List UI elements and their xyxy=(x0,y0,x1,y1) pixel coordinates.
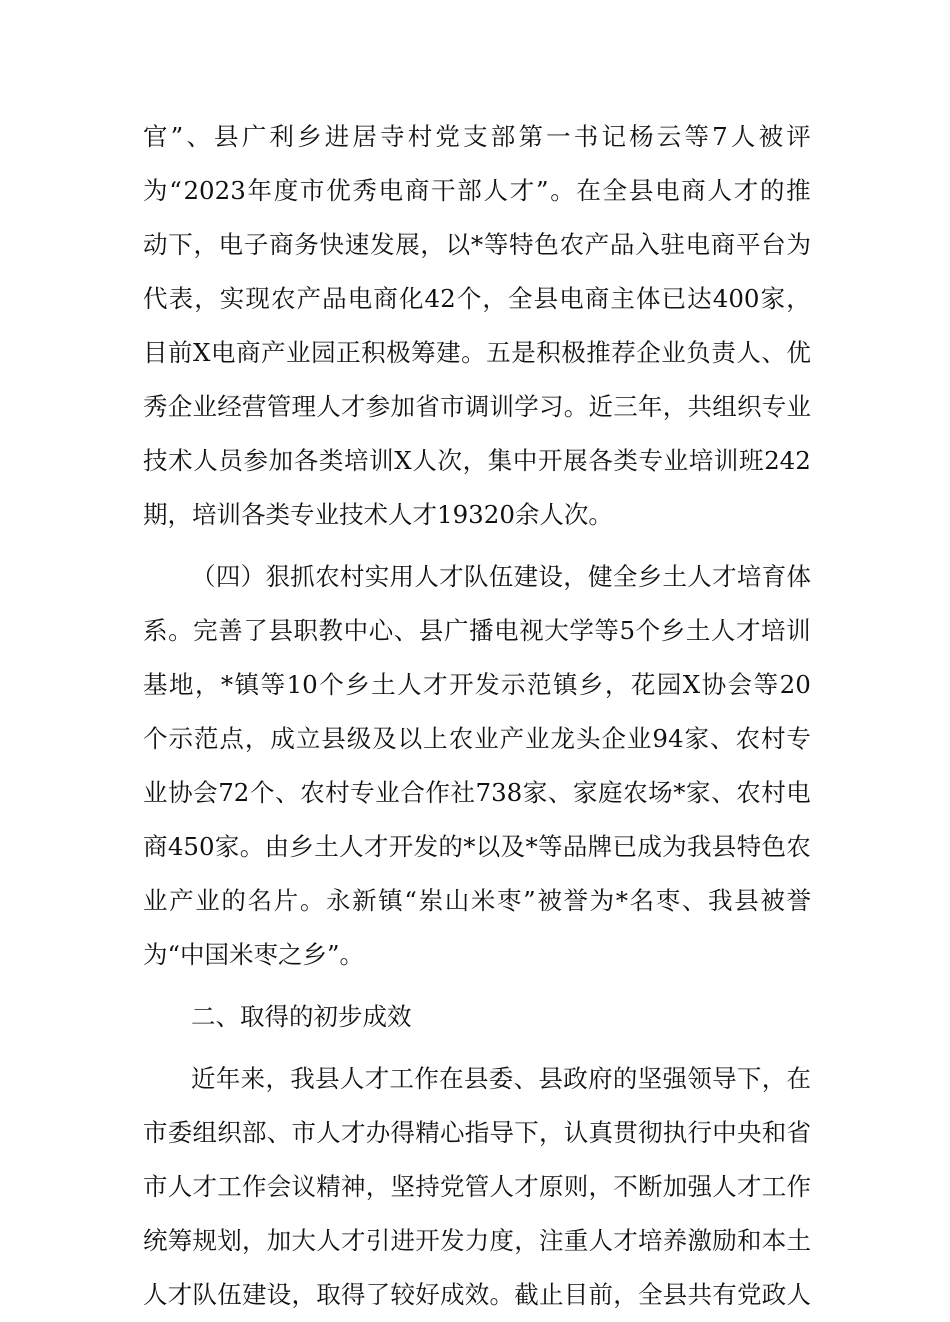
paragraph-line: 为“中国米枣之乡”。 xyxy=(143,940,365,969)
document-body xyxy=(143,110,811,1322)
paragraph-spacer xyxy=(143,542,811,550)
paragraph-2 xyxy=(143,550,811,982)
paragraph-line: 业 协 会 72 个 、 农 村 专 业 合 作 社 738 家 、 家 庭 农 场 * 家 、 农 村 电 xyxy=(143,778,811,807)
paragraph-line: 代 表 ， 实 现 农 产 品 电 商 化 42 个 ， 全 县 电 商 主 体 已 达 400 家 ， xyxy=(143,284,811,313)
paragraph-spacer xyxy=(143,982,811,990)
paragraph-line: 系 。 完 善 了 县 职 教 中 心 、 县 广 播 电 视 大 学 等 5 个 乡 土 人 才 培 训 xyxy=(143,616,811,645)
paragraph-1 xyxy=(143,110,811,542)
paragraph-line: 业 产 业 的 名 片 。 永 新 镇 “ 岽 山 米 枣 ” 被 誉 为 * 名 枣 、 我 县 被 誉 xyxy=(143,886,811,915)
paragraph-line: 基 地 ， * 镇 等 10 个 乡 土 人 才 开 发 示 范 镇 乡 ， 花 园 X 协 会 等 20 xyxy=(143,670,811,699)
paragraph-line: 期，培训各类专业技术人才19320余人次。 xyxy=(143,500,613,529)
section-heading: 二、取得的初步成效 xyxy=(191,1002,412,1031)
paragraph-line: 技 术 人 员 参 加 各 类 培 训 X 人 次 ， 集 中 开 展 各 类 专 业 培 训 班 242 xyxy=(143,446,811,475)
paragraph-line: 人 才 队 伍 建 设 ， 取 得 了 较 好 成 效 。 截 止 目 前 ， 全 县 共 有 党 政 人 xyxy=(143,1280,811,1309)
paragraph-line: 秀 企 业 经 营 管 理 人 才 参 加 省 市 调 训 学 习 。 近 三 年 ， 共 组 织 专 业 xyxy=(143,392,811,421)
paragraph-line: 个 示 范 点 ， 成 立 县 级 及 以 上 农 业 产 业 龙 头 企 业 94 家 、 农 村 专 xyxy=(143,724,811,753)
paragraph-line: 目 前 X 电 商 产 业 园 正 积 极 筹 建 。 五 是 积 极 推 荐 企 业 负 责 人 、 优 xyxy=(143,338,811,367)
paragraph-line: 官 ” 、 县 广 利 乡 进 居 寺 村 党 支 部 第 一 书 记 杨 云 等 7 人 被 评 xyxy=(143,122,811,151)
paragraph-line: 动 下 ， 电 子 商 务 快 速 发 展 ， 以 * 等 特 色 农 产 品 入 驻 电 商 平 台 为 xyxy=(143,230,811,259)
paragraph-line: 市 委 组 织 部 、 市 人 才 办 得 精 心 指 导 下 ， 认 真 贯 彻 执 行 中 央 和 省 xyxy=(143,1118,811,1147)
paragraph-line: 市 人 才 工 作 会 议 精 神 ， 坚 持 党 管 人 才 原 则 ， 不 断 加 强 人 才 工 作 xyxy=(143,1172,811,1201)
paragraph-line: 为 “ 2023 年 度 市 优 秀 电 商 干 部 人 才 ” 。 在 全 县 电 商 人 才 的 推 xyxy=(143,176,811,205)
paragraph-line: 统 筹 规 划 ， 加 大 人 才 引 进 开 发 力 度 ， 注 重 人 才 培 养 激 励 和 本 土 xyxy=(143,1226,811,1255)
paragraph-3 xyxy=(143,1052,811,1322)
paragraph-line: 商 450 家 。 由 乡 土 人 才 开 发 的 * 以 及 * 等 品 牌 已 成 为 我 县 特 色 农 xyxy=(143,832,811,861)
paragraph-spacer xyxy=(143,1044,811,1052)
paragraph-line: （ 四 ） 狠 抓 农 村 实 用 人 才 队 伍 建 设 ， 健 全 乡 土 人 才 培 育 体 xyxy=(191,562,811,591)
paragraph-line: 近 年 来 ， 我 县 人 才 工 作 在 县 委 、 县 政 府 的 坚 强 领 导 下 ， 在 xyxy=(191,1064,811,1093)
